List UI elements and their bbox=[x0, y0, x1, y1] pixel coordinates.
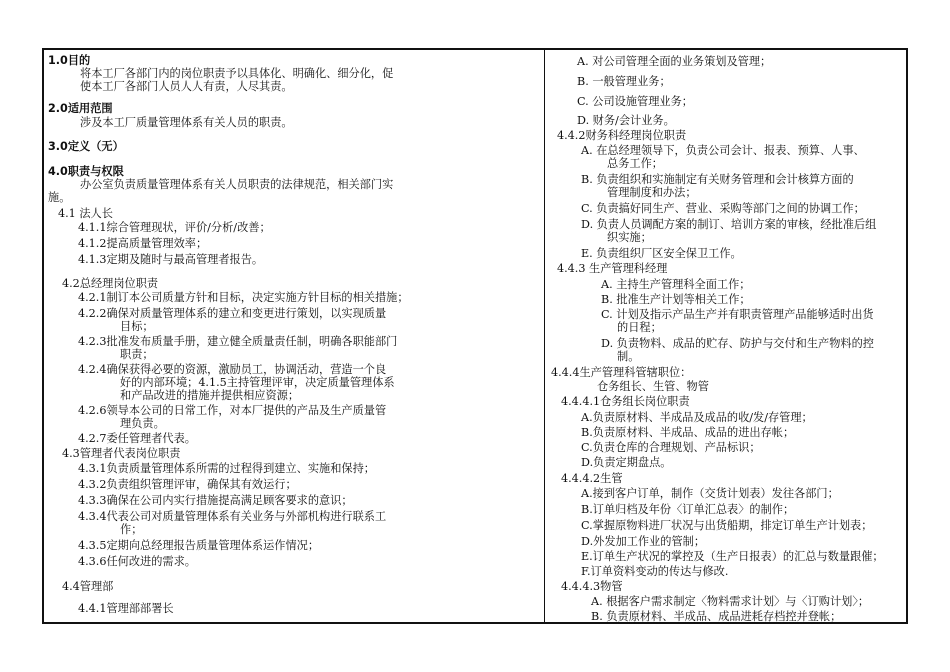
left-text-line: 4.3.5定期向总经理报告质量管理体系运作情况； bbox=[78, 539, 320, 552]
right-text-line: 总务工作； bbox=[607, 157, 663, 170]
right-text-line: 管理制度和办法； bbox=[607, 186, 697, 199]
right-text-line: C. 负责搞好同生产、营业、采购等部门之间的协调工作； bbox=[581, 202, 865, 215]
right-text-line: 制。 bbox=[617, 350, 640, 363]
left-text-line: 目标； bbox=[120, 320, 154, 333]
left-text-line: 职责； bbox=[120, 348, 154, 361]
right-text-line: 4.4.4.1仓务组长岗位职责 bbox=[561, 395, 690, 408]
left-text-line: 4.3.3确保在公司内实行措施提高满足顾客要求的意识； bbox=[78, 494, 353, 507]
left-text-line: 4.3.4代表公司对质量管理体系有关业务与外部机构进行联系工 bbox=[78, 510, 387, 523]
left-text-line: 理负责。 bbox=[120, 417, 165, 430]
column-divider bbox=[544, 50, 545, 622]
right-text-line: C. 公司设施管理业务； bbox=[577, 95, 693, 108]
left-text-line: 3.0定义（无） bbox=[48, 140, 124, 153]
left-text-line: 4.0职责与权限 bbox=[48, 165, 124, 178]
right-text-line: D. 负责人员调配方案的制订、培训方案的审核，经批准后组 bbox=[581, 218, 877, 231]
left-text-line: 4.3.2负责组织管理评审，确保其有效运行； bbox=[78, 478, 297, 491]
right-text-line: 的日程； bbox=[617, 321, 662, 334]
left-text-line: 和产品改进的措施并提供相应资源； bbox=[120, 389, 300, 402]
right-text-line: C.掌握原物料进厂状况与出货船期，排定订单生产计划表； bbox=[581, 519, 873, 532]
left-text-line: 4.2总经理岗位职责 bbox=[62, 277, 159, 290]
left-text-line: 4.3管理者代表岗位职责 bbox=[62, 447, 181, 460]
left-text-line: 施。 bbox=[48, 191, 71, 204]
left-text-line: 将本工厂各部门内的岗位职责予以具体化、明确化、细分化，促 bbox=[80, 67, 394, 80]
left-text-line: 4.2.4确保获得必要的资源，激励员工，协调活动，营造一个良 bbox=[78, 363, 387, 376]
right-text-line: 4.4.4生产管理科管辖职位： bbox=[551, 366, 692, 379]
left-text-line: 4.3.6任何改进的需求。 bbox=[78, 555, 196, 568]
right-text-line: B. 一般管理业务； bbox=[577, 75, 671, 88]
left-text-line: 4.2.3批准发布质量手册，建立健全质量责任制，明确各职能部门 bbox=[78, 335, 398, 348]
left-text-line: 4.2.7委任管理者代表。 bbox=[78, 432, 196, 445]
left-text-line: 4.3.1负责质量管理体系所需的过程得到建立、实施和保持； bbox=[78, 462, 375, 475]
right-text-line: F.订单资料变动的传达与修改. bbox=[581, 565, 729, 578]
right-text-line: B. 负责原材料、半成品、成品进耗存档控并登帐； bbox=[591, 610, 842, 623]
right-text-line: B. 批准生产计划等相关工作； bbox=[601, 293, 751, 306]
left-text-line: 4.4.1管理部部署长 bbox=[78, 602, 174, 615]
right-text-line: 4.4.2财务科经理岗位职责 bbox=[557, 129, 687, 142]
right-text-line: B.订单归档及年份〈订单汇总表〉的制作； bbox=[581, 503, 795, 516]
right-text-line: D. 财务/会计业务。 bbox=[577, 114, 675, 127]
right-text-line: 4.4.3 生产管理科经理 bbox=[557, 262, 668, 275]
right-text-line: A. 在总经理领导下，负责公司会计、报表、预算、人事、 bbox=[581, 144, 865, 157]
left-text-line: 好的内部环境；4.1.5主持管理评审，决定质量管理体系 bbox=[120, 376, 395, 389]
right-text-line: C. 计划及指示产品生产并有职责管理产品能够适时出货 bbox=[601, 308, 874, 321]
left-text-line: 4.2.2确保对质量管理体系的建立和变更进行策划，以实现质量 bbox=[78, 307, 387, 320]
right-text-line: E. 负责组织厂区安全保卫工作。 bbox=[581, 247, 742, 260]
right-text-line: A.接到客户订单，制作（交货计划表）发往各部门； bbox=[581, 487, 839, 500]
left-text-line: 1.0目的 bbox=[48, 54, 91, 67]
left-text-line: 办公室负责质量管理体系有关人员职责的法律规范，相关部门实 bbox=[80, 178, 394, 191]
right-text-line: 4.4.4.3物管 bbox=[561, 580, 623, 593]
right-text-line: D.外发加工作业的管制； bbox=[581, 535, 706, 548]
right-text-line: A. 主持生产管理科全面工作； bbox=[601, 278, 751, 291]
left-text-line: 4.1 法人长 bbox=[58, 207, 113, 220]
left-text-line: 4.1.3定期及随时与最高管理者报告。 bbox=[78, 253, 264, 266]
right-text-line: E.订单生产状况的掌控及（生产日报表）的汇总与数量跟催； bbox=[581, 550, 884, 563]
right-text-line: 4.4.4.2生管 bbox=[561, 472, 623, 485]
right-text-line: 仓务组长、生管、物管 bbox=[597, 380, 709, 393]
left-text-line: 涉及本工厂质量管理体系有关人员的职责。 bbox=[80, 116, 293, 129]
right-text-line: C.负责仓库的合理规划、产品标识； bbox=[581, 441, 761, 454]
right-text-line: D. 负责物料、成品的贮存、防护与交付和生产物料的控 bbox=[601, 337, 874, 350]
left-text-line: 4.1.2提高质量管理效率； bbox=[78, 237, 208, 250]
document-frame bbox=[42, 48, 908, 624]
right-text-line: B.负责原材料、半成品、成品的进出存帐； bbox=[581, 426, 795, 439]
right-text-line: A.负责原材料、半成品及成品的收/发/存管理； bbox=[581, 411, 813, 424]
right-text-line: A. 对公司管理全面的业务策划及管理； bbox=[577, 55, 772, 68]
left-text-line: 作； bbox=[120, 523, 143, 536]
left-text-line: 2.0适用范围 bbox=[48, 102, 113, 115]
left-text-line: 4.4管理部 bbox=[62, 580, 114, 593]
right-text-line: A. 根据客户需求制定〈物料需求计划〉与〈订购计划〉； bbox=[591, 595, 870, 608]
left-text-line: 4.2.6领导本公司的日常工作，对本厂提供的产品及生产质量管 bbox=[78, 404, 387, 417]
left-text-line: 使本工厂各部门人员人人有责，人尽其责。 bbox=[80, 80, 293, 93]
right-text-line: 织实施； bbox=[607, 231, 652, 244]
right-text-line: D.负责定期盘点。 bbox=[581, 456, 672, 469]
left-text-line: 4.2.1制订本公司质量方针和目标，决定实施方针目标的相关措施； bbox=[78, 291, 409, 304]
left-text-line: 4.1.1综合管理现状，评价/分析/改善； bbox=[78, 221, 271, 234]
right-text-line: B. 负责组织和实施制定有关财务管理和会计核算方面的 bbox=[581, 173, 854, 186]
